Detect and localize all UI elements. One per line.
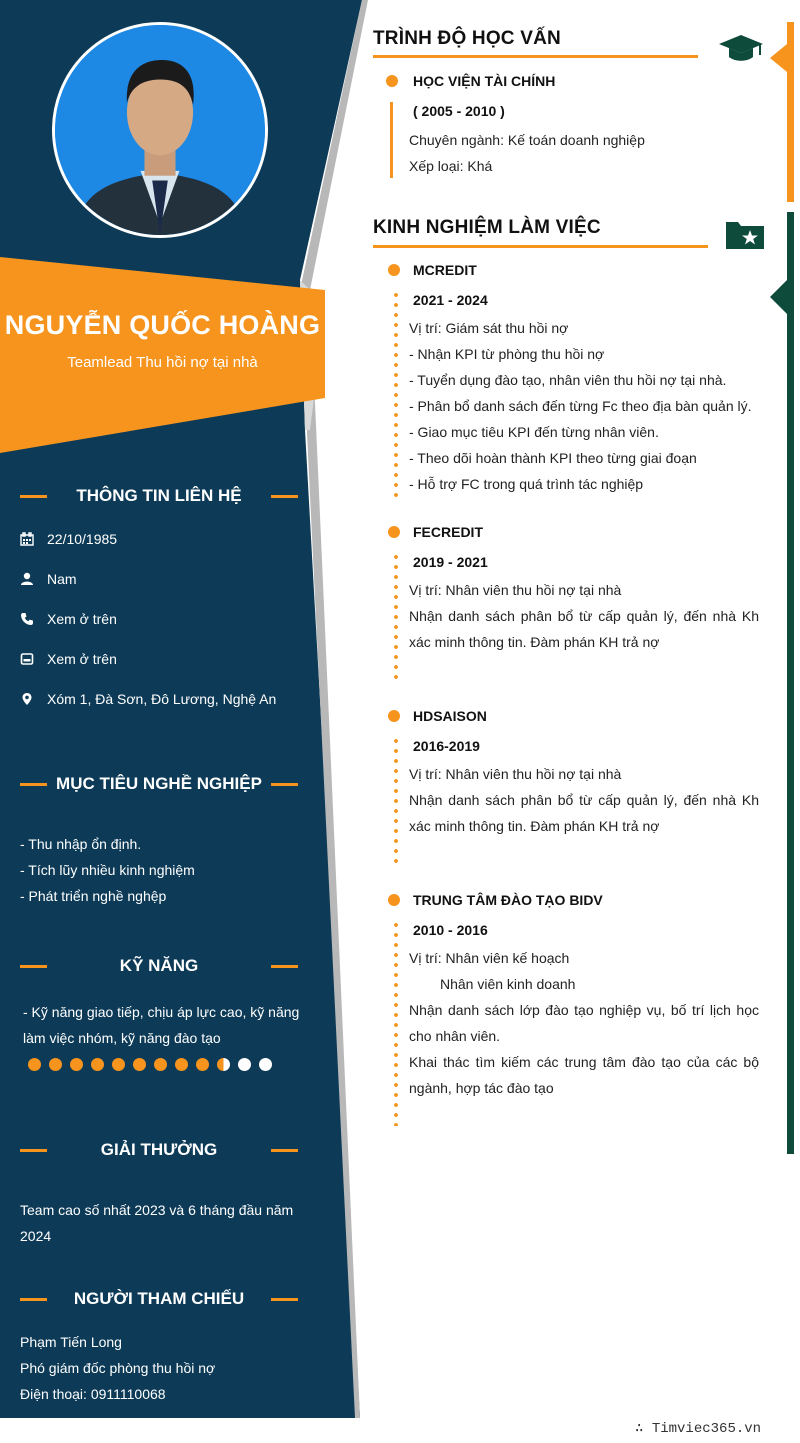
- job-period: 2021 - 2024: [413, 292, 488, 308]
- reference-name: Phạm Tiến Long: [20, 1334, 122, 1350]
- contact-address: Xóm 1, Đà Sơn, Đô Lương, Nghệ An: [20, 691, 276, 707]
- skill-rating-dot: [28, 1058, 41, 1071]
- contact-gender: Nam: [20, 571, 77, 587]
- education-period: ( 2005 - 2010 ): [413, 103, 505, 119]
- school-name: HỌC VIỆN TÀI CHÍNH: [413, 73, 556, 89]
- company-name: FECREDIT: [413, 524, 483, 540]
- job-position: Vị trí: Nhân viên kế hoạch: [409, 950, 570, 966]
- awards-text: Team cao số nhất 2023 và 6 tháng đầu năm 2024: [20, 1202, 294, 1244]
- phone-icon: [20, 612, 34, 626]
- skill-rating-dot: [259, 1058, 272, 1071]
- contact-email: Xem ở trên: [20, 651, 117, 667]
- timeline-dot: [388, 526, 400, 538]
- job-details: [409, 577, 759, 655]
- skill-rating-dot: [91, 1058, 104, 1071]
- list-item: - Nhận KPI từ phòng thu hồi nợ: [409, 346, 605, 362]
- timeline-line: [394, 736, 398, 868]
- job-position-secondary: Nhân viên kinh doanh: [440, 976, 576, 992]
- job-position: Vị trí: Nhân viên thu hồi nợ tại nhà: [409, 766, 622, 782]
- job-period: 2019 - 2021: [413, 554, 488, 570]
- calendar-icon: [20, 532, 34, 546]
- job-description: Nhận danh sách lớp đào tạo nghiệp vụ, bố trí lịch học cho nhân viên.: [409, 1002, 759, 1044]
- email-icon: [20, 652, 34, 666]
- list-item: - Giao mục tiêu KPI đến từng nhân viên.: [409, 424, 659, 440]
- references-list: [20, 1329, 305, 1407]
- education-heading: TRÌNH ĐỘ HỌC VẤN: [373, 28, 561, 49]
- objective-heading: MỤC TIÊU NGHỀ NGHIỆP: [20, 774, 298, 794]
- company-name: TRUNG TÂM ĐÀO TẠO BIDV: [413, 892, 603, 908]
- list-item: - Tích lũy nhiều kinh nghiệm: [20, 862, 195, 878]
- watermark: ∴ Timviec365.vn: [635, 1421, 762, 1437]
- company-name: HDSAISON: [413, 708, 487, 724]
- contact-heading: THÔNG TIN LIÊN HỆ: [20, 486, 298, 506]
- list-item: - Thu nhập ổn định.: [20, 836, 142, 852]
- timeline-line: [394, 552, 398, 684]
- job-details: [409, 945, 759, 1101]
- education-rule: [373, 55, 698, 58]
- timeline-line: [394, 920, 398, 1126]
- graduation-cap-icon: [719, 33, 764, 63]
- reference-phone: Điện thoại: 0911110068: [20, 1386, 166, 1402]
- education-details: [409, 127, 759, 179]
- job-description: Khai thác tìm kiếm các trung tâm đào tạo của các bộ ngành, hợp tác đào tạo: [409, 1054, 759, 1096]
- timeline-dot: [388, 264, 400, 276]
- avatar: [52, 22, 268, 238]
- location-pin-icon: [20, 692, 34, 706]
- list-item: - Theo dõi hoàn thành KPI theo từng giai đoạn: [409, 450, 697, 466]
- user-icon: [20, 572, 34, 586]
- contact-phone: Xem ở trên: [20, 611, 117, 627]
- list-item: - Tuyển dụng đào tạo, nhân viên thu hồi nợ tại nhà.: [409, 372, 727, 388]
- skill-rating-dot: [70, 1058, 83, 1071]
- job-details: [409, 761, 759, 839]
- candidate-job-title: Teamlead Thu hồi nợ tại nhà: [67, 354, 258, 371]
- awards-heading: GIẢI THƯỞNG: [20, 1140, 298, 1160]
- job-period: 2016-2019: [413, 738, 480, 754]
- skills-heading: KỸ NĂNG: [20, 956, 298, 976]
- job-description: Nhận danh sách phân bổ từ cấp quản lý, đến nhà Kh xác minh thông tin. Đàm phán KH trả nợ: [409, 608, 759, 650]
- candidate-name: NGUYỄN QUỐC HOÀNG: [4, 310, 321, 340]
- job-details: [409, 315, 759, 497]
- objective-list: [20, 831, 305, 909]
- skill-rating-dot: [154, 1058, 167, 1071]
- education-major: Chuyên ngành: Kế toán doanh nghiệp: [409, 132, 645, 148]
- company-name: MCREDIT: [413, 262, 477, 278]
- skill-rating-dot: [217, 1058, 230, 1071]
- experience-heading: KINH NGHIỆM LÀM VIỆC: [373, 217, 601, 238]
- skill-rating-dot: [196, 1058, 209, 1071]
- timeline-dot: [386, 75, 398, 87]
- job-description: Nhận danh sách phân bổ từ cấp quản lý, đến nhà Kh xác minh thông tin. Đàm phán KH trả nợ: [409, 792, 759, 834]
- skill-rating-dot: [133, 1058, 146, 1071]
- skill-rating-dot: [175, 1058, 188, 1071]
- timeline-line: [394, 290, 398, 500]
- contact-birthdate: 22/10/1985: [20, 531, 117, 547]
- timeline-dot: [388, 710, 400, 722]
- skill-rating-dot: [238, 1058, 251, 1071]
- skill-rating-dot: [112, 1058, 125, 1071]
- list-item: - Hỗ trợ FC trong quá trình tác nghiệp: [409, 476, 644, 492]
- timeline-line: [390, 102, 393, 178]
- skill-rating-dot: [49, 1058, 62, 1071]
- skills-text: - Kỹ năng giao tiếp, chịu áp lực cao, kỹ năng làm việc nhóm, kỹ năng đào tạo: [23, 1004, 300, 1046]
- list-item: - Phát triển nghề nghệp: [20, 888, 167, 904]
- experience-rule: [373, 245, 708, 248]
- education-grade: Xếp loại: Khá: [409, 158, 493, 174]
- list-item: - Phân bổ danh sách đến từng Fc theo địa bàn quản lý.: [409, 398, 752, 414]
- job-position: Vị trí: Giám sát thu hồi nợ: [409, 320, 569, 336]
- reference-position: Phó giám đốc phòng thu hồi nợ: [20, 1360, 216, 1376]
- job-position: Vị trí: Nhân viên thu hồi nợ tại nhà: [409, 582, 622, 598]
- timeline-dot: [388, 894, 400, 906]
- skill-rating: [28, 1058, 272, 1071]
- folder-star-icon: [725, 218, 765, 250]
- references-heading: NGƯỜI THAM CHIẾU: [20, 1289, 298, 1309]
- job-period: 2010 - 2016: [413, 922, 488, 938]
